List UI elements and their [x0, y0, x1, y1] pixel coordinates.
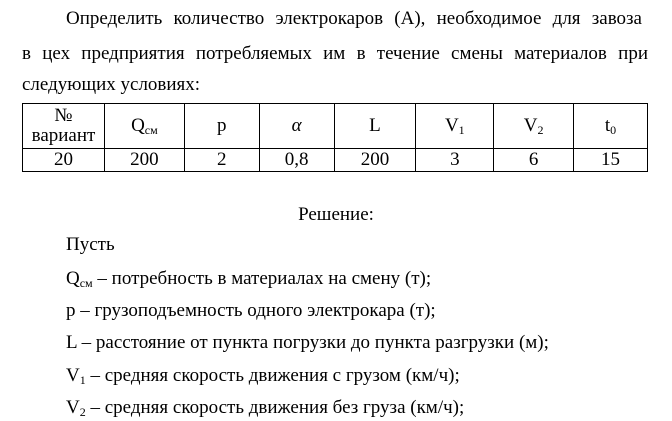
header-L: L — [334, 104, 416, 149]
table-row — [23, 149, 648, 172]
cell-L: 200 — [334, 149, 416, 172]
problem-line-3: следующих условиях: — [22, 74, 201, 95]
cell-variant: 20 — [23, 149, 105, 172]
variant-table — [22, 103, 648, 172]
definition-item: p – грузоподъемность одного электрокара (т); — [66, 300, 436, 321]
problem-line-2: в цех предприятия потребляемых им в течение смены материалов при — [22, 43, 648, 64]
definition-item: $V_2$ – средняя скорость движения без груза (км/ч); — [66, 397, 465, 419]
cell-v2: 6 — [494, 149, 574, 172]
header-alpha: α — [259, 104, 334, 149]
table-header-row — [23, 104, 648, 149]
solution-heading: Решение: — [298, 204, 374, 225]
header-v1: $V_1$ — [416, 104, 494, 149]
cell-qcm: 200 — [104, 149, 184, 172]
header-variant: № вариант — [23, 104, 105, 149]
header-v2: $V_2$ — [494, 104, 574, 149]
cell-v1: 3 — [416, 149, 494, 172]
cell-t0: 15 — [574, 149, 648, 172]
cell-p: 2 — [184, 149, 259, 172]
definition-item: L – расстояние от пункта погрузки до пункта разгрузки (м); — [66, 332, 549, 353]
header-t0: $t_0$ — [574, 104, 648, 149]
problem-line-1: Определить количество электрокаров (А), необходимое для завоза — [66, 8, 642, 29]
header-qcm: $Q_{см}$ — [104, 104, 184, 149]
solution-intro: Пусть — [66, 234, 115, 255]
definition-item: $V_1$ – средняя скорость движения с грузом (км/ч); — [66, 365, 460, 387]
cell-alpha: 0,8 — [259, 149, 334, 172]
definition-item: $Q_{см}$ – потребность в материалах на смену (т); — [66, 268, 432, 290]
header-p: p — [184, 104, 259, 149]
